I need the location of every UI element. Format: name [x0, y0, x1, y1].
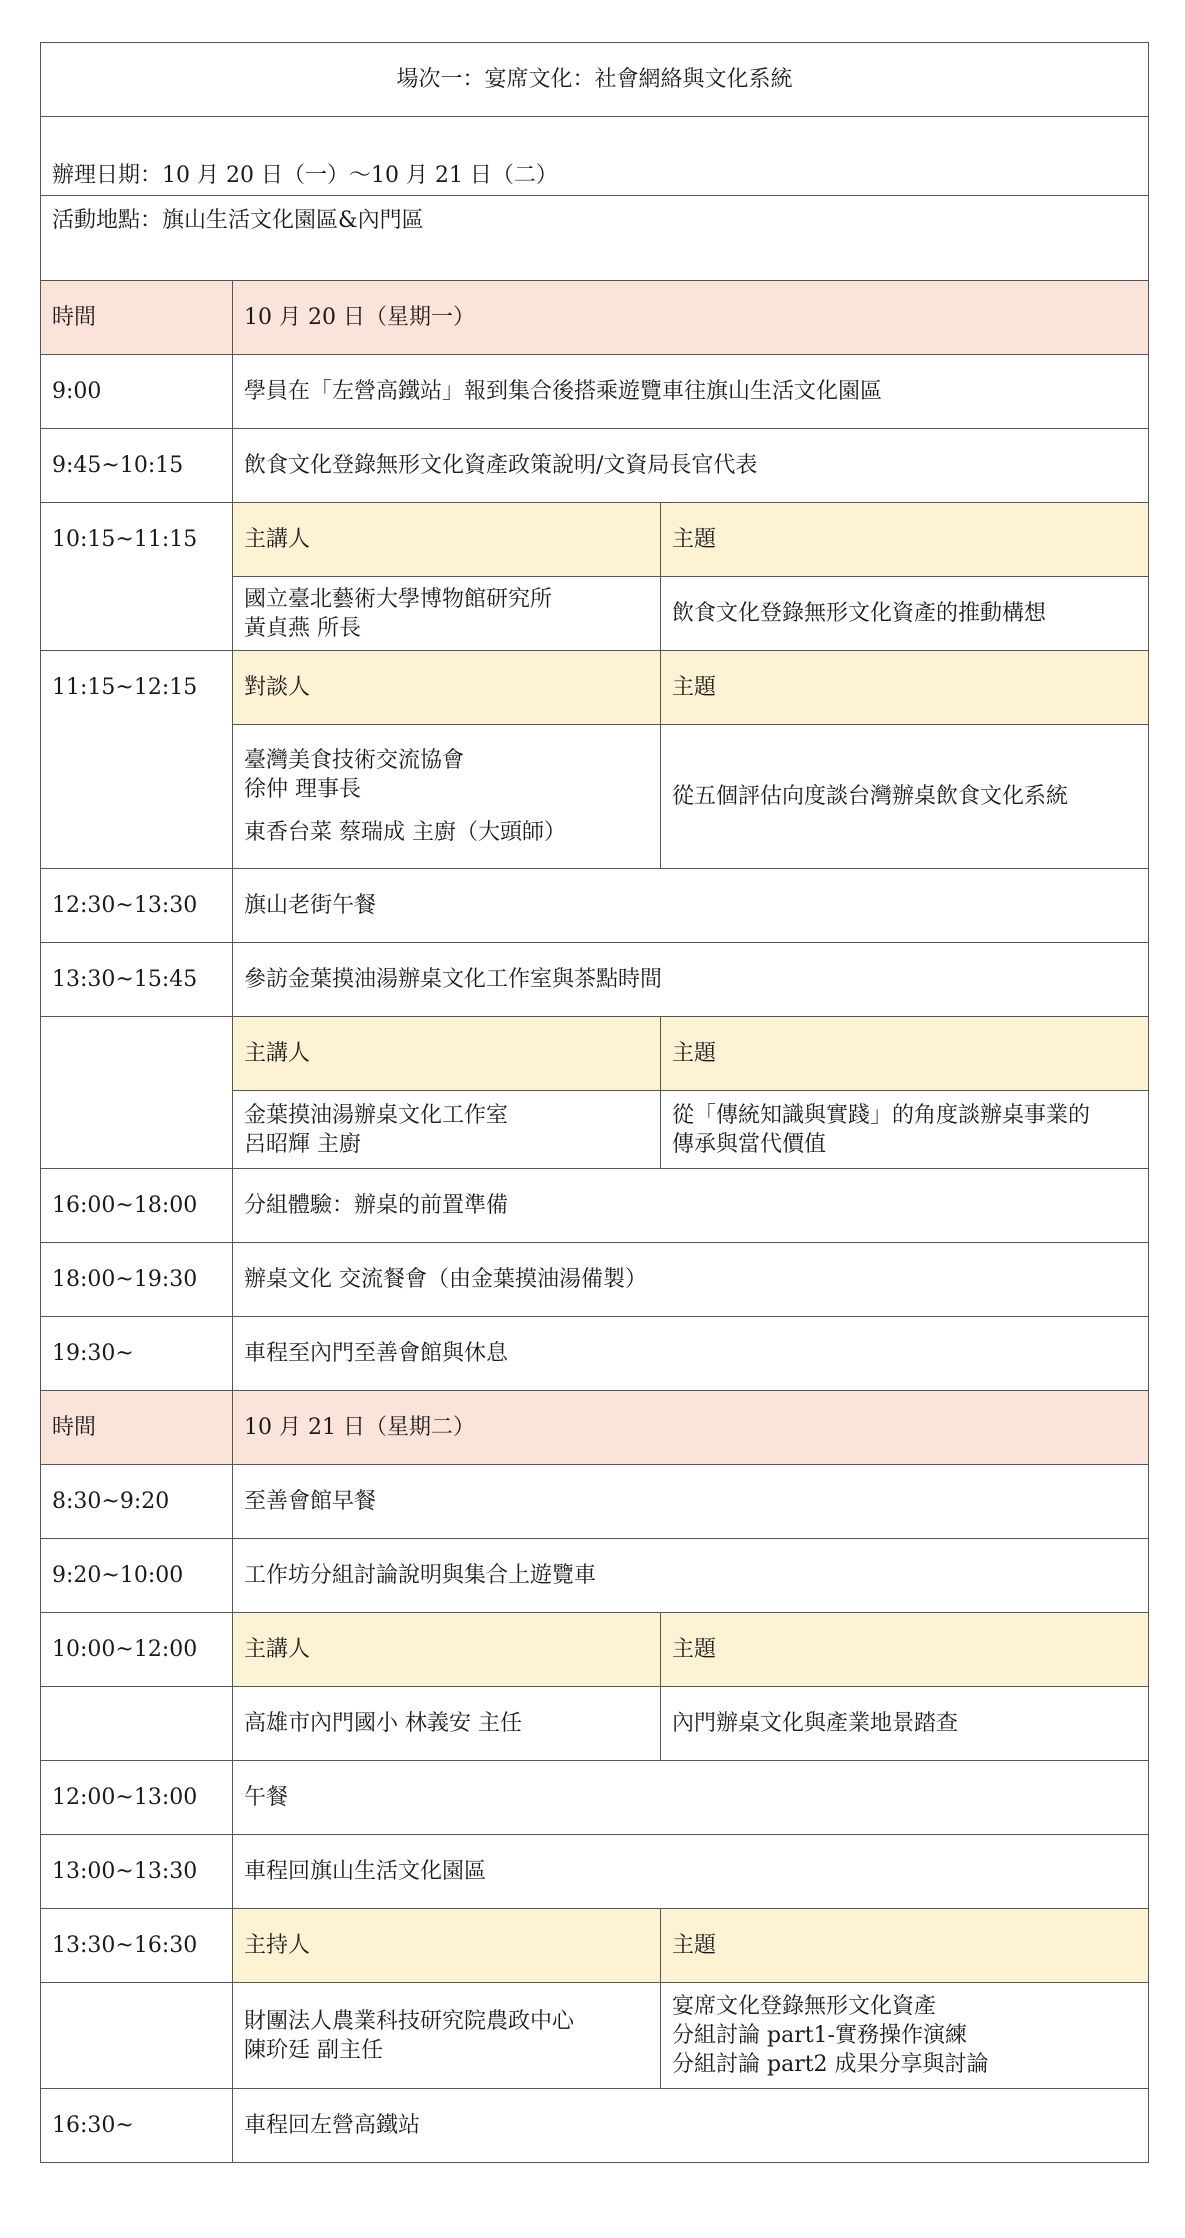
topic-cell: 從五個評估向度談台灣辦桌飲食文化系統 [661, 725, 1149, 869]
speaker-name: 呂昭輝 主廚 [244, 1131, 361, 1157]
topic-header: 主題 [661, 651, 1149, 725]
time-header: 時間 [41, 281, 233, 355]
host-affiliation: 財團法人農業科技研究院農政中心 [244, 2008, 575, 2034]
speaker-cell: 高雄市內門國小 林義安 主任 [233, 1687, 661, 1761]
time-cell [41, 1687, 233, 1761]
speaker-header: 對談人 [233, 651, 661, 725]
time-cell: 19:30~ [41, 1317, 233, 1391]
time-cell: 9:20~10:00 [41, 1539, 233, 1613]
speaker-affiliation: 國立臺北藝術大學博物館研究所 [244, 586, 553, 612]
activity-cell: 學員在「左營高鐵站」報到集合後搭乘遊覽車往旗山生活文化園區 [233, 355, 1149, 429]
session-header-row [41, 1017, 1149, 1091]
time-cell: 16:30~ [41, 2089, 233, 2163]
table-row [41, 943, 1149, 1017]
dates-row [41, 117, 1149, 196]
time-cell: 13:30~15:45 [41, 943, 233, 1017]
event-dates: 辦理日期：10 月 20 日（一）～10 月 21 日（二） [41, 117, 1149, 196]
session-header-row [41, 503, 1149, 577]
time-cell: 10:00~12:00 [41, 1613, 233, 1687]
topic-cell: 內門辦桌文化與產業地景踏查 [661, 1687, 1149, 1761]
table-row [41, 1169, 1149, 1243]
table-row [41, 355, 1149, 429]
time-cell: 13:00~13:30 [41, 1835, 233, 1909]
topic-header: 主題 [661, 1613, 1149, 1687]
day-header: 10 月 20 日（星期一） [233, 281, 1149, 355]
session-row [41, 1687, 1149, 1761]
topic-cell [661, 1091, 1149, 1169]
day1-header-row [41, 281, 1149, 355]
table-row [41, 1243, 1149, 1317]
day-header: 10 月 21 日（星期二） [233, 1391, 1149, 1465]
topic-line: 宴席文化登錄無形文化資產 [672, 1994, 937, 2019]
topic-header: 主題 [661, 1909, 1149, 1983]
topic-line: 分組討論 part2 成果分享與討論 [672, 2052, 989, 2077]
session-header-row [41, 1613, 1149, 1687]
speaker-header: 主講人 [233, 503, 661, 577]
time-cell: 11:15~12:15 [41, 651, 233, 869]
activity-cell: 分組體驗：辦桌的前置準備 [233, 1169, 1149, 1243]
session-row [41, 1983, 1149, 2089]
time-cell: 9:00 [41, 355, 233, 429]
speaker-affiliation: 金葉摸油湯辦桌文化工作室 [244, 1102, 509, 1128]
table-row [41, 1317, 1149, 1391]
time-cell [41, 1017, 233, 1169]
time-cell: 16:00~18:00 [41, 1169, 233, 1243]
host-cell [233, 1983, 661, 2089]
location-row [41, 196, 1149, 281]
topic-line: 傳承與當代價值 [672, 1131, 827, 1157]
table-row [41, 1835, 1149, 1909]
activity-cell: 車程回左營高鐵站 [233, 2089, 1149, 2163]
session-header-row [41, 1909, 1149, 1983]
activity-cell: 參訪金葉摸油湯辦桌文化工作室與茶點時間 [233, 943, 1149, 1017]
speaker-affiliation: 臺灣美食技術交流協會 [244, 748, 465, 773]
topic-line: 分組討論 part1-實務操作演練 [672, 2023, 967, 2048]
host-header: 主持人 [233, 1909, 661, 1983]
table-row [41, 429, 1149, 503]
time-cell: 9:45~10:15 [41, 429, 233, 503]
speaker-cell [233, 725, 661, 869]
time-cell: 10:15~11:15 [41, 503, 233, 651]
session-header-row [41, 651, 1149, 725]
time-cell: 13:30~16:30 [41, 1909, 233, 1983]
activity-cell: 旗山老街午餐 [233, 869, 1149, 943]
time-cell: 18:00~19:30 [41, 1243, 233, 1317]
table-row [41, 1465, 1149, 1539]
time-cell [41, 1983, 233, 2089]
topic-cell [661, 1983, 1149, 2089]
event-location: 活動地點：旗山生活文化園區&內門區 [41, 196, 1149, 281]
day2-header-row [41, 1391, 1149, 1465]
table-row [41, 2089, 1149, 2163]
activity-cell: 車程回旗山生活文化園區 [233, 1835, 1149, 1909]
speaker-name: 東香台菜 蔡瑞成 主廚（大頭師） [244, 820, 566, 845]
table-row [41, 1539, 1149, 1613]
speaker-header: 主講人 [233, 1613, 661, 1687]
schedule-table [40, 42, 1149, 2163]
session-title: 場次一：宴席文化：社會網絡與文化系統 [41, 43, 1149, 117]
time-cell: 8:30~9:20 [41, 1465, 233, 1539]
time-cell: 12:30~13:30 [41, 869, 233, 943]
activity-cell: 飲食文化登錄無形文化資產政策說明/文資局長官代表 [233, 429, 1149, 503]
time-header: 時間 [41, 1391, 233, 1465]
speaker-name: 徐仲 理事長 [244, 777, 361, 802]
speaker-cell [233, 577, 661, 651]
activity-cell: 車程至內門至善會館與休息 [233, 1317, 1149, 1391]
speaker-name: 黃貞燕 所長 [244, 615, 361, 641]
table-row [41, 1761, 1149, 1835]
time-cell: 12:00~13:00 [41, 1761, 233, 1835]
activity-cell: 工作坊分組討論說明與集合上遊覽車 [233, 1539, 1149, 1613]
table-row [41, 869, 1149, 943]
topic-header: 主題 [661, 503, 1149, 577]
host-name: 陳玠廷 副主任 [244, 2037, 383, 2063]
activity-cell: 午餐 [233, 1761, 1149, 1835]
speaker-cell [233, 1091, 661, 1169]
activity-cell: 至善會館早餐 [233, 1465, 1149, 1539]
topic-header: 主題 [661, 1017, 1149, 1091]
activity-cell: 辦桌文化 交流餐會（由金葉摸油湯備製） [233, 1243, 1149, 1317]
title-row [41, 43, 1149, 117]
topic-line: 從「傳統知識與實踐」的角度談辦桌事業的 [672, 1102, 1091, 1128]
topic-cell: 飲食文化登錄無形文化資產的推動構想 [661, 577, 1149, 651]
speaker-header: 主講人 [233, 1017, 661, 1091]
